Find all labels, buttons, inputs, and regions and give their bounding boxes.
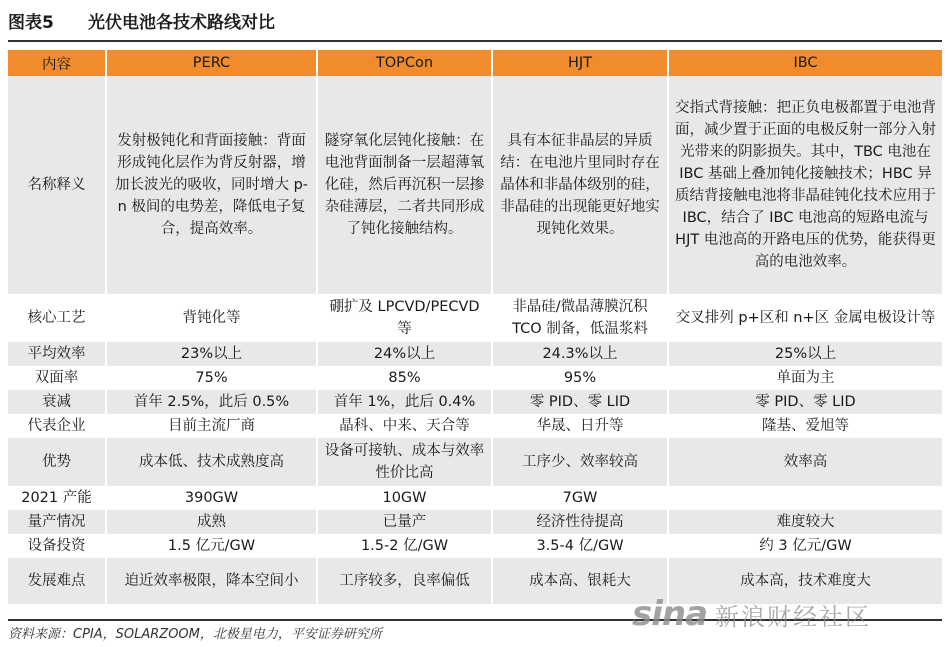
table-row bbox=[8, 438, 942, 486]
row-label: 名称释义 bbox=[8, 76, 106, 294]
table-cell: 3.5-4 亿/GW bbox=[492, 534, 668, 558]
table-cell: 75% bbox=[106, 366, 317, 390]
table-cell: 成熟 bbox=[106, 510, 317, 534]
row-label: 代表企业 bbox=[8, 414, 106, 438]
column-header: 内容 bbox=[8, 50, 106, 76]
table-cell: 零 PID、零 LID bbox=[492, 390, 668, 414]
table-row bbox=[8, 294, 942, 342]
table-cell: 背钝化等 bbox=[106, 294, 317, 342]
table-cell: 硼扩及 LPCVD/PECVD 等 bbox=[317, 294, 492, 342]
row-label: 平均效率 bbox=[8, 342, 106, 366]
table-cell: 390GW bbox=[106, 486, 317, 510]
table-cell: 交指式背接触：把正负电极都置于电池背面，减少置于正面的电极反射一部分入射光带来的阴影损失。其中，TBC 电池在 IBC 基础上叠加钝化接触技术；HBC 异质结背接触电池将非晶硅钝化技术应用于 IBC，结合了 IBC 电池高的短路电流与 HJT 电池高的开路电压的优势，能获得更高的电池效率。 bbox=[668, 76, 942, 294]
table-cell: 发射极钝化和背面接触：背面形成钝化层作为背反射器，增加长波光的吸收，同时增大 p-n 极间的电势差，降低电子复合，提高效率。 bbox=[106, 76, 317, 294]
table-cell: 成本高、银耗大 bbox=[492, 558, 668, 604]
row-label: 核心工艺 bbox=[8, 294, 106, 342]
table-cell: 设备可接轨、成本与效率性价比高 bbox=[317, 438, 492, 486]
table-cell: 首年 2.5%，此后 0.5% bbox=[106, 390, 317, 414]
table-cell: 1.5 亿元/GW bbox=[106, 534, 317, 558]
table-row bbox=[8, 76, 942, 294]
row-label: 发展难点 bbox=[8, 558, 106, 604]
table-cell: 隧穿氧化层钝化接触：在电池背面制备一层超薄氧化硅，然后再沉积一层掺杂硅薄层，二者共同形成了钝化接触结构。 bbox=[317, 76, 492, 294]
row-label: 双面率 bbox=[8, 366, 106, 390]
table-cell: 约 3 亿元/GW bbox=[668, 534, 942, 558]
watermark bbox=[632, 592, 950, 636]
column-header: HJT bbox=[492, 50, 668, 76]
table-cell: 成本低、技术成熟度高 bbox=[106, 438, 317, 486]
table-cell: 效率高 bbox=[668, 438, 942, 486]
figure-number: 图表5 bbox=[8, 12, 54, 33]
table-cell: 迫近效率极限，降本空间小 bbox=[106, 558, 317, 604]
table-cell: 经济性待提高 bbox=[492, 510, 668, 534]
sina-logo: sina bbox=[632, 594, 708, 634]
figure-header bbox=[8, 0, 942, 42]
table-cell: 隆基、爱旭等 bbox=[668, 414, 942, 438]
figure-title: 光伏电池各技术路线对比 bbox=[88, 12, 275, 33]
column-header: TOPCon bbox=[317, 50, 492, 76]
table-cell: 目前主流厂商 bbox=[106, 414, 317, 438]
table-cell bbox=[668, 486, 942, 510]
table-cell: 7GW bbox=[492, 486, 668, 510]
table-cell: 95% bbox=[492, 366, 668, 390]
table-row bbox=[8, 510, 942, 534]
row-label: 量产情况 bbox=[8, 510, 106, 534]
table-cell: 成本高，技术难度大 bbox=[668, 558, 942, 604]
table-header-row bbox=[8, 50, 942, 76]
table-row bbox=[8, 390, 942, 414]
table-cell: 25%以上 bbox=[668, 342, 942, 366]
source-note: 资料来源：CPIA，SOLARZOOM，北极星电力，平安证券研究所 bbox=[8, 619, 942, 642]
table-cell: 10GW bbox=[317, 486, 492, 510]
table-cell: 晶科、中来、天合等 bbox=[317, 414, 492, 438]
table-cell: 非晶硅/微晶薄膜沉积 TCO 制备，低温浆料 bbox=[492, 294, 668, 342]
table-cell: 23%以上 bbox=[106, 342, 317, 366]
table-cell: 1.5-2 亿/GW bbox=[317, 534, 492, 558]
table-cell: 24.3%以上 bbox=[492, 342, 668, 366]
table-cell: 工序少、效率较高 bbox=[492, 438, 668, 486]
table-cell: 工序较多，良率偏低 bbox=[317, 558, 492, 604]
row-label: 衰减 bbox=[8, 390, 106, 414]
table-cell: 零 PID、零 LID bbox=[668, 390, 942, 414]
row-label: 2021 产能 bbox=[8, 486, 106, 510]
table-row bbox=[8, 342, 942, 366]
watermark-text: 新浪财经社区 bbox=[715, 602, 872, 631]
table-cell: 具有本征非晶层的异质结：在电池片里同时存在晶体和非晶体级别的硅，非晶硅的出现能更好地实现钝化效果。 bbox=[492, 76, 668, 294]
table-cell: 24%以上 bbox=[317, 342, 492, 366]
table-cell: 单面为主 bbox=[668, 366, 942, 390]
table-cell: 交叉排列 p+区和 n+区 金属电极设计等 bbox=[668, 294, 942, 342]
table-cell: 华晟、日升等 bbox=[492, 414, 668, 438]
table-cell: 首年 1%，此后 0.4% bbox=[317, 390, 492, 414]
table-cell: 85% bbox=[317, 366, 492, 390]
column-header: IBC bbox=[668, 50, 942, 76]
row-label: 优势 bbox=[8, 438, 106, 486]
table-row bbox=[8, 534, 942, 558]
table-row bbox=[8, 486, 942, 510]
table-cell: 难度较大 bbox=[668, 510, 942, 534]
comparison-table bbox=[8, 50, 942, 604]
table-cell: 已量产 bbox=[317, 510, 492, 534]
row-label: 设备投资 bbox=[8, 534, 106, 558]
table-row bbox=[8, 366, 942, 390]
column-header: PERC bbox=[106, 50, 317, 76]
table-row bbox=[8, 414, 942, 438]
